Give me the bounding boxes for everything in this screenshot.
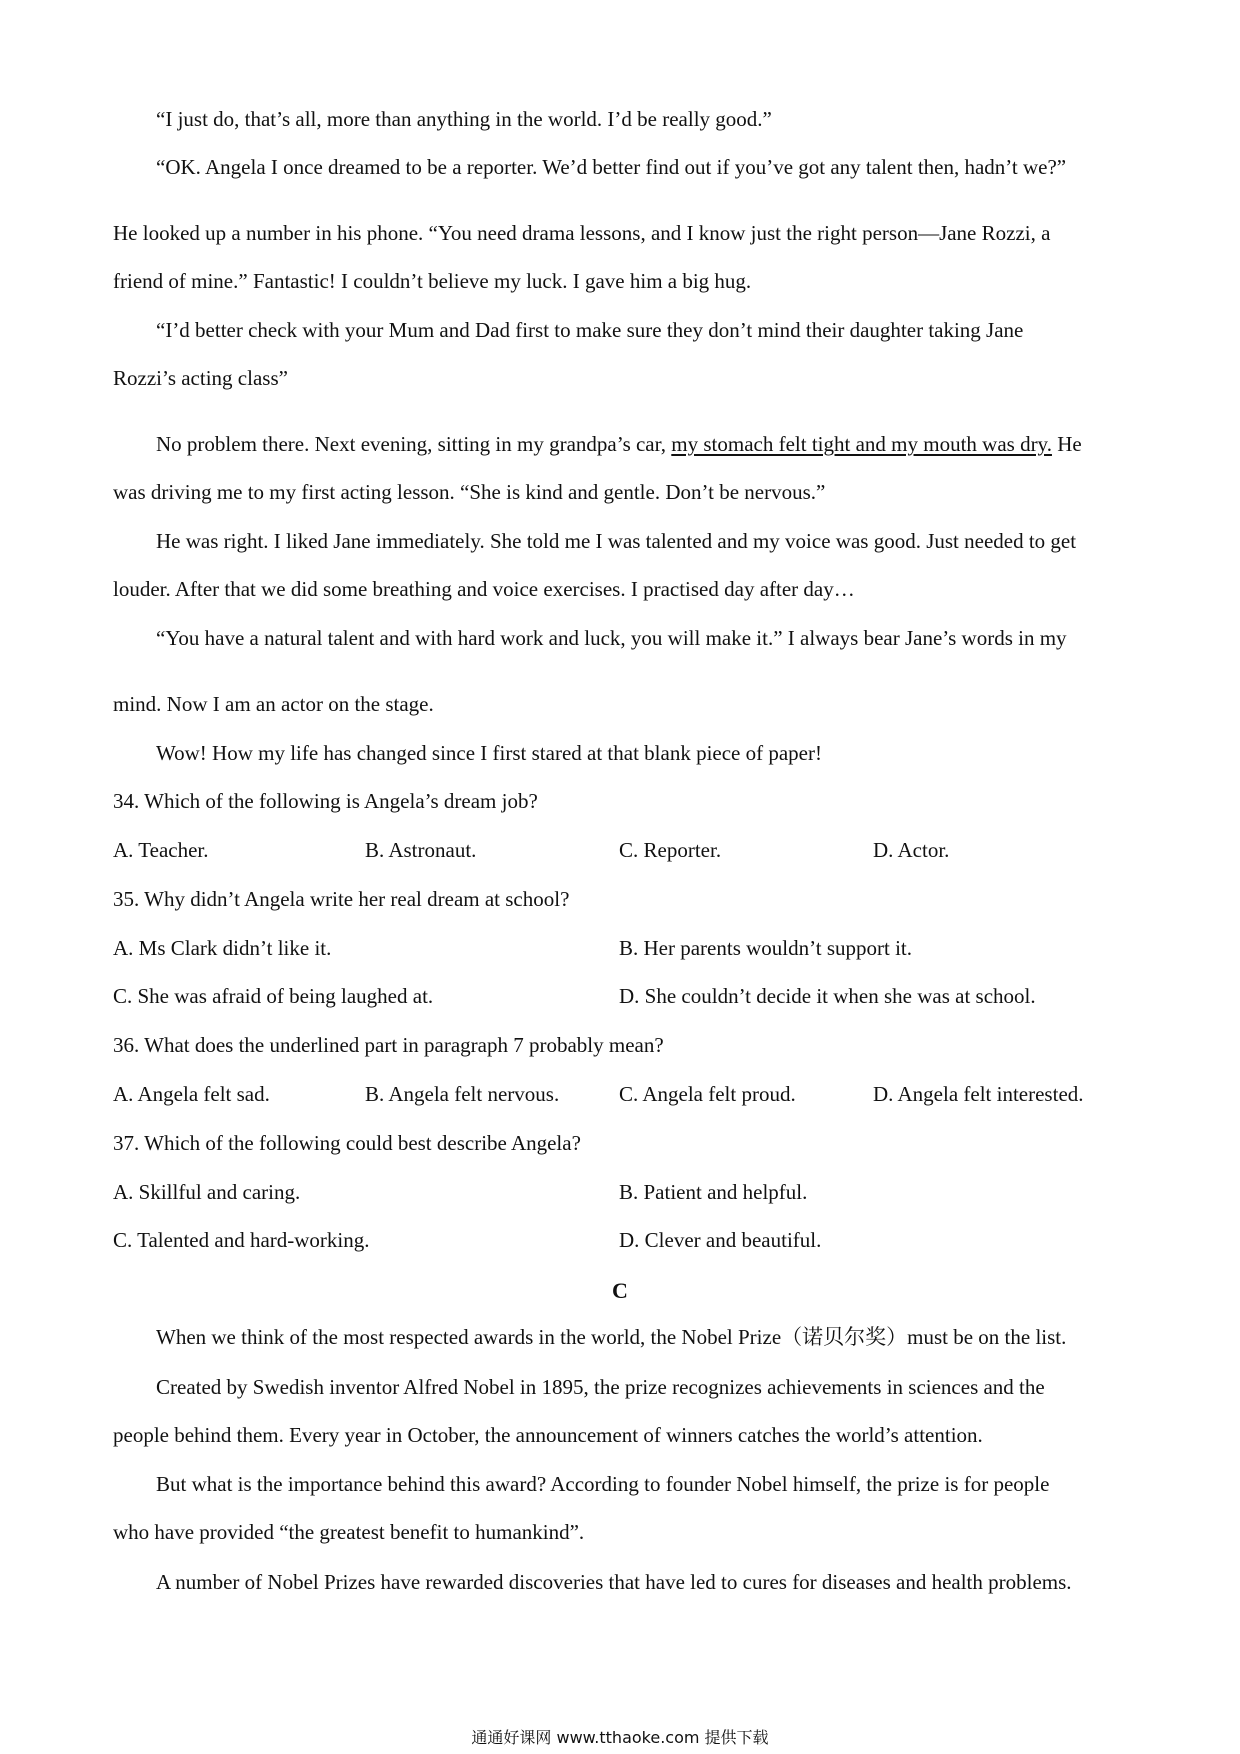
answer-option: B. Patient and helpful. <box>619 1180 808 1204</box>
passage-text: He <box>1051 432 1082 456</box>
question-stem: 37. Which of the following could best describe Angela? <box>113 1131 581 1155</box>
underlined-phrase: my stomach felt tight and my mouth was dry. <box>671 432 1052 456</box>
passage-line: “You have a natural talent and with hard work and luck, you will make it.” I always bear Jane’s words in my <box>156 626 1067 650</box>
passage-line: was driving me to my first acting lesson. “She is kind and gentle. Don’t be nervous.” <box>113 480 826 504</box>
section-heading: C <box>612 1278 628 1303</box>
passage-line: He looked up a number in his phone. “You need drama lessons, and I know just the right person—Jane Rozzi, a <box>113 221 1051 245</box>
answer-option: D. Clever and beautiful. <box>619 1228 822 1252</box>
passage-line: A number of Nobel Prizes have rewarded discoveries that have led to cures for diseases and health problems. <box>156 1570 1072 1594</box>
question-stem: 35. Why didn’t Angela write her real dream at school? <box>113 887 570 911</box>
answer-option: C. Angela felt proud. <box>619 1082 796 1106</box>
question-stem: 36. What does the underlined part in paragraph 7 probably mean? <box>113 1033 664 1057</box>
answer-option: D. She couldn’t decide it when she was at school. <box>619 984 1036 1008</box>
passage-line: But what is the importance behind this award? According to founder Nobel himself, the prize is for people <box>156 1472 1050 1496</box>
passage-line: mind. Now I am an actor on the stage. <box>113 692 434 716</box>
passage-line: Rozzi’s acting class” <box>113 366 288 390</box>
passage-line-with-underline <box>156 434 1082 455</box>
answer-option: A. Ms Clark didn’t like it. <box>113 936 332 960</box>
answer-option: B. Her parents wouldn’t support it. <box>619 936 912 960</box>
passage-text: No problem there. Next evening, sitting in my grandpa’s car, <box>156 432 672 456</box>
question-stem: 34. Which of the following is Angela’s dream job? <box>113 789 538 813</box>
page-footer: 通通好课网 www.tthaoke.com 提供下载 <box>471 1728 769 1747</box>
passage-line: “I’d better check with your Mum and Dad first to make sure they don’t mind their daughter taking Jane <box>156 318 1024 342</box>
answer-option: C. Talented and hard-working. <box>113 1228 370 1252</box>
answer-option: C. She was afraid of being laughed at. <box>113 984 434 1008</box>
answer-option: B. Astronaut. <box>365 838 477 862</box>
passage-line: people behind them. Every year in October, the announcement of winners catches the world’s attention. <box>113 1423 983 1447</box>
passage-line: louder. After that we did some breathing and voice exercises. I practised day after day… <box>113 577 855 601</box>
answer-option: A. Angela felt sad. <box>113 1082 270 1106</box>
answer-option: C. Reporter. <box>619 838 722 862</box>
passage-line: Created by Swedish inventor Alfred Nobel in 1895, the prize recognizes achievements in sciences and the <box>156 1375 1045 1399</box>
answer-option: D. Actor. <box>873 838 950 862</box>
passage-line: “OK. Angela I once dreamed to be a reporter. We’d better find out if you’ve got any talent then, hadn’t we?” <box>156 155 1067 179</box>
answer-option: A. Skillful and caring. <box>113 1180 301 1204</box>
passage-line: “I just do, that’s all, more than anything in the world. I’d be really good.” <box>156 107 772 131</box>
passage-line: When we think of the most respected awards in the world, the Nobel Prize（诺贝尔奖）must be on the list. <box>156 1325 1067 1349</box>
answer-option: D. Angela felt interested. <box>873 1082 1084 1106</box>
passage-line: Wow! How my life has changed since I first stared at that blank piece of paper! <box>156 741 822 765</box>
passage-line: friend of mine.” Fantastic! I couldn’t believe my luck. I gave him a big hug. <box>113 269 752 293</box>
answer-option: A. Teacher. <box>113 838 209 862</box>
passage-line: who have provided “the greatest benefit to humankind”. <box>113 1520 585 1544</box>
answer-option: B. Angela felt nervous. <box>365 1082 560 1106</box>
passage-line: He was right. I liked Jane immediately. She told me I was talented and my voice was good. Just needed to get <box>156 529 1077 553</box>
